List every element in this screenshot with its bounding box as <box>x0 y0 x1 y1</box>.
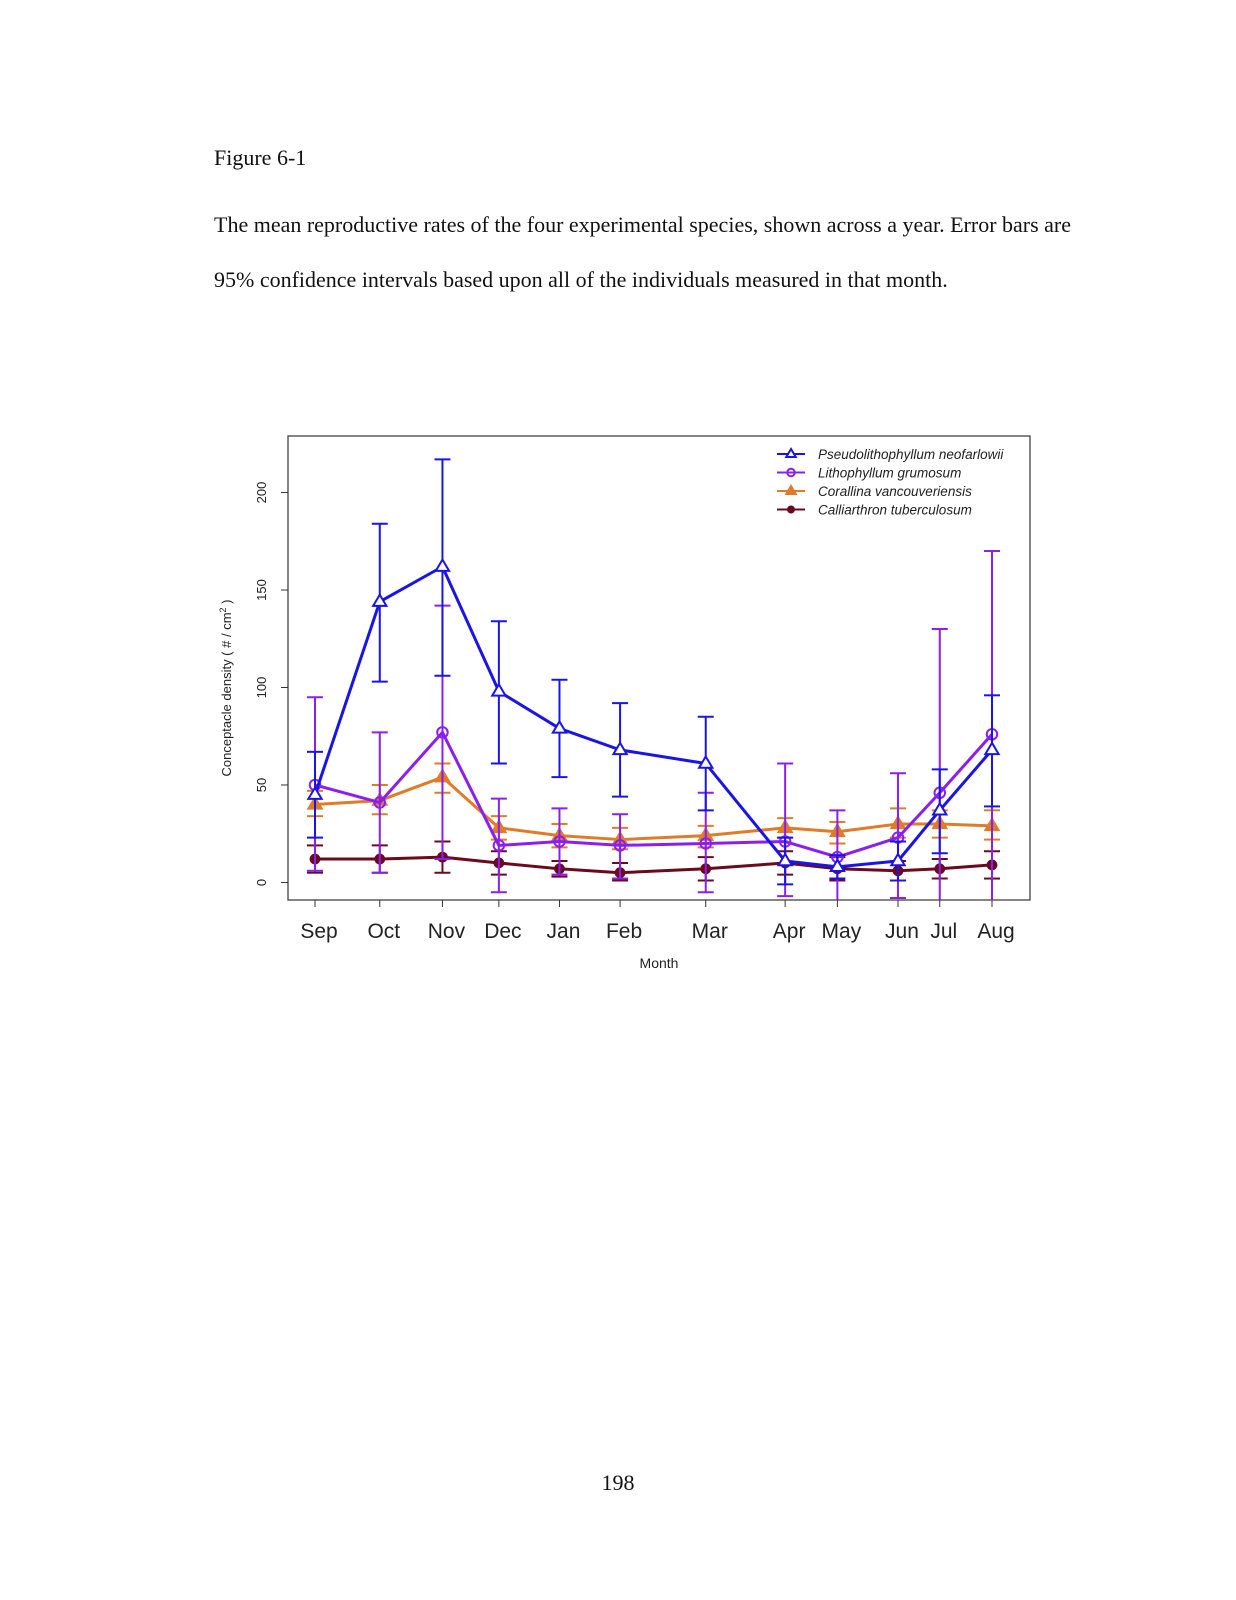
x-axis-label: Month <box>639 955 679 971</box>
series-layer <box>307 459 1000 900</box>
x-tick-label: Mar <box>691 920 728 943</box>
series-lithophyllum-grumosum <box>307 551 1000 900</box>
y-tick-label: 200 <box>254 481 269 504</box>
legend-label: Lithophyllum grumosum <box>818 465 962 481</box>
x-tick-label: Oct <box>367 920 401 943</box>
figure-caption: The mean reproductive rates of the four experimental species, shown across a year. Error bars are 95% confidence intervals based upon all of the individuals measured in that month. <box>214 212 1072 292</box>
x-tick-label: Apr <box>772 920 806 943</box>
y-tick-label: 100 <box>254 676 269 699</box>
chart <box>0 420 1236 980</box>
y-axis-label-end: ) <box>219 599 234 608</box>
page-number: 198 <box>601 1470 635 1495</box>
x-tick-label: Jul <box>930 920 958 943</box>
x-tick-label: Feb <box>605 920 643 943</box>
data-point <box>786 486 796 494</box>
x-tick-label: Nov <box>427 920 466 943</box>
y-axis-label-main: Conceptacle density ( # / cm <box>219 612 234 777</box>
x-axis <box>300 900 1014 943</box>
y-tick-label: 150 <box>254 579 269 601</box>
x-tick-label: May <box>821 920 862 943</box>
y-axis-label-superscript: 2 <box>218 607 228 613</box>
y-axis <box>254 482 288 886</box>
x-tick-label: Jun <box>885 920 919 943</box>
series-corallina-vancouveriensis <box>307 764 1000 850</box>
y-tick-label: 50 <box>254 777 269 793</box>
data-point <box>786 449 796 457</box>
data-point <box>788 506 795 513</box>
legend-label: Calliarthron tuberculosum <box>818 502 972 518</box>
data-point <box>985 743 998 754</box>
y-axis-label <box>218 600 234 777</box>
x-tick-label: Dec <box>484 920 522 943</box>
legend <box>777 447 1004 518</box>
series-line <box>315 567 992 867</box>
x-tick-label: Sep <box>300 920 338 943</box>
data-point <box>492 684 505 695</box>
legend-label: Pseudolithophyllum neofarlowii <box>818 447 1004 462</box>
x-tick-label: Jan <box>546 920 581 943</box>
y-tick-label: 0 <box>254 878 269 887</box>
data-point <box>308 788 321 799</box>
data-point <box>436 560 449 571</box>
legend-label: Corallina vancouveriensis <box>818 484 972 499</box>
x-tick-label: Aug <box>977 920 1015 943</box>
figure-label: Figure 6-1 <box>214 145 307 170</box>
